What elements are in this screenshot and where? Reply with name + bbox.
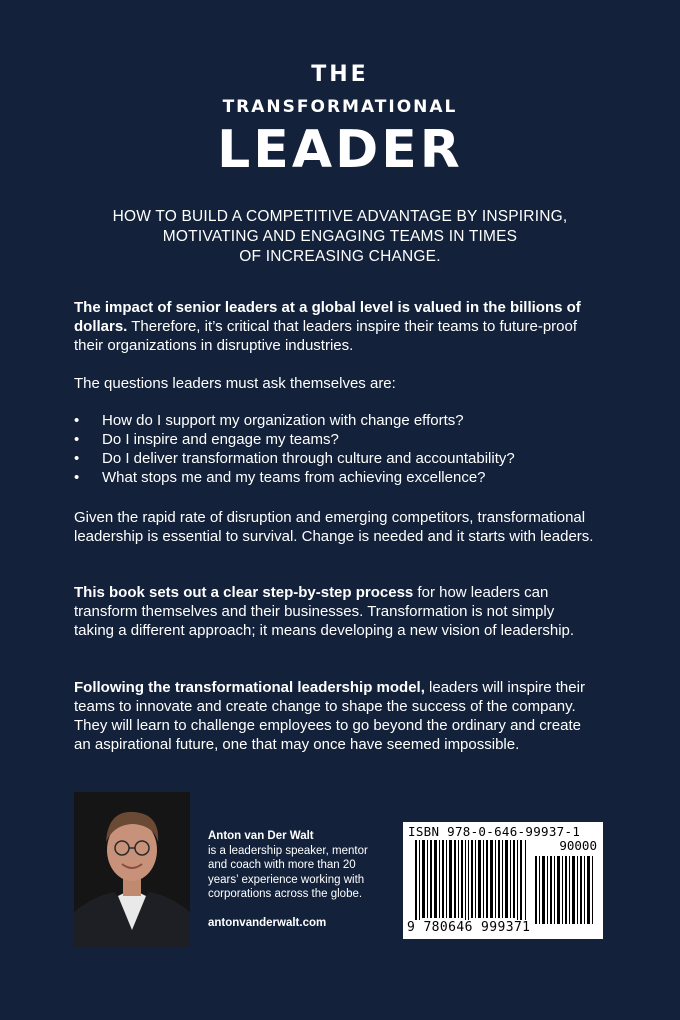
blurb-paragraph-3: Given the rapid rate of disruption and emerging competitors, transformational leadership is essential to survival. Change is needed and it starts with leaders. xyxy=(74,509,594,545)
title-line-the: THE xyxy=(311,62,369,87)
list-item-text: Do I inspire and engage my teams? xyxy=(102,431,339,448)
list-item xyxy=(74,430,594,449)
question-list xyxy=(74,411,594,487)
blurb-p1-text: Therefore, it’s critical that leaders inspire their teams to future-proof their organizations in disruptive industries. xyxy=(74,318,578,354)
bullet-icon: • xyxy=(74,412,80,429)
author-portrait-icon xyxy=(74,792,190,948)
subtitle-line-2: MOTIVATING AND ENGAGING TEAMS IN TIMES xyxy=(162,228,518,245)
title-line-leader: LEADER xyxy=(217,120,463,180)
book-subtitle xyxy=(60,207,620,267)
author-website-link[interactable]: antonvanderwalt.com xyxy=(208,916,327,929)
book-title xyxy=(0,62,680,178)
author-photo xyxy=(74,792,190,948)
bullet-icon: • xyxy=(74,431,80,448)
author-name: Anton van Der Walt xyxy=(208,830,314,842)
list-item-text: What stops me and my teams from achieving excellence? xyxy=(102,469,486,486)
blurb-p5-bold: Following the transformational leadership model, xyxy=(74,679,425,696)
bullet-icon: • xyxy=(74,469,80,486)
list-item xyxy=(74,468,594,487)
addon-barcode-icon xyxy=(533,856,597,924)
ean-barcode-icon xyxy=(407,840,531,924)
isbn-label: ISBN 978-0-646-99937-1 xyxy=(408,824,581,839)
author-bio: is a leadership speaker, mentor and coach with more than 20 years’ experience working with corporations across the globe. xyxy=(208,844,368,900)
title-line-transformational: TRANSFORMATIONAL xyxy=(222,97,458,117)
blurb-p5-text: leaders will inspire their teams to innovate and create change to shape the success of the company. They will learn to challenge employees to go beyond the ordinary and create an aspirational future, one that may once have seemed impossible. xyxy=(74,679,585,753)
blurb-p4-text: for how leaders can transform themselves and their businesses. Transformation is not simply taking a different approach; it means developing a new vision of leadership. xyxy=(74,584,575,639)
subtitle-line-1: HOW TO BUILD A COMPETITIVE ADVANTAGE BY INSPIRING, xyxy=(112,208,568,225)
blurb-paragraph-2: The questions leaders must ask themselves are: xyxy=(74,375,396,392)
blurb-paragraph-1 xyxy=(74,298,594,355)
list-item-text: Do I deliver transformation through culture and accountability? xyxy=(102,450,515,467)
isbn-barcode xyxy=(403,822,603,939)
list-item xyxy=(74,411,594,430)
blurb-p4-bold: This book sets out a clear step-by-step process xyxy=(74,584,414,601)
bullet-icon: • xyxy=(74,450,80,467)
price-code: 90000 xyxy=(559,838,597,853)
list-item xyxy=(74,449,594,468)
list-item-text: How do I support my organization with change efforts? xyxy=(102,412,464,429)
subtitle-line-3: OF INCREASING CHANGE. xyxy=(239,248,441,265)
blurb-paragraph-5 xyxy=(74,678,594,754)
blurb-p1-bold: The impact of senior leaders at a global level is valued in the billions of dollars. xyxy=(74,299,581,335)
author-info xyxy=(208,829,388,930)
ean-digits: 9 780646 999371 xyxy=(407,920,531,935)
blurb-paragraph-4 xyxy=(74,583,594,640)
